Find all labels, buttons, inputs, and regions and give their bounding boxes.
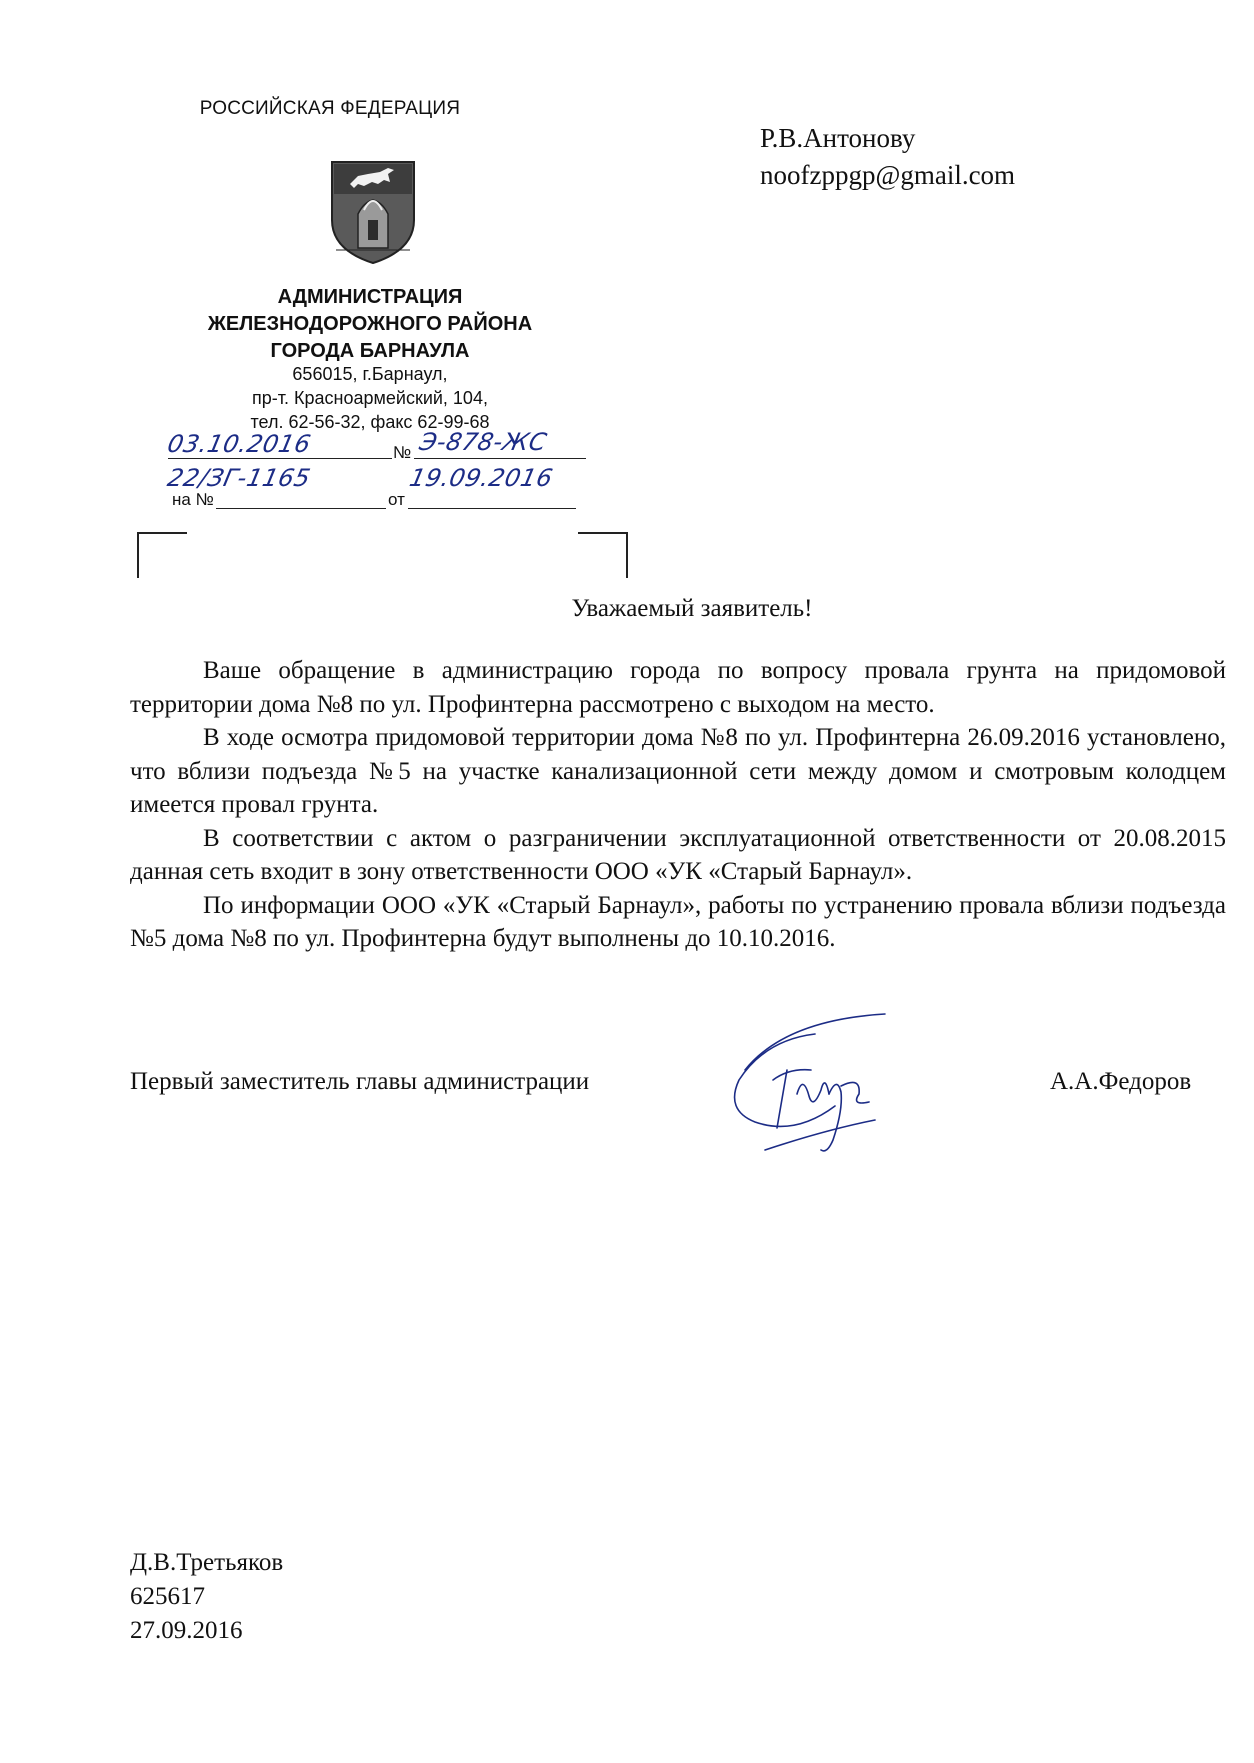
letter-body — [130, 654, 1226, 956]
executor-block — [130, 1546, 283, 1648]
in-reply-number: 22/ЗГ-1165 — [165, 464, 314, 492]
recipient-email: noofzppgp@gmail.com — [760, 160, 1016, 190]
window-corner-right — [578, 532, 628, 578]
in-reply-date: 19.09.2016 — [407, 464, 556, 492]
number-label: № — [393, 443, 412, 462]
address-line: тел. 62-56-32, факс 62-99-68 — [250, 412, 490, 432]
number-underline — [414, 458, 586, 459]
window-corner-left — [137, 532, 187, 578]
body-paragraph: По информации ООО «УК «Старый Барнаул», работы по устранению провала вблизи подъезда №5 дома №8 по ул. Профинтерна будут выполнены до 10.10.2016. — [130, 891, 1226, 952]
registration-date: 03.10.2016 — [165, 430, 314, 458]
in-reply-underline — [216, 508, 386, 509]
body-paragraph: В соответствии с актом о разграничении эксплуатационной ответственности от 20.08.2015 данная сеть входит в зону ответственности ООО «УК «Старый Барнаул». — [130, 824, 1226, 885]
recipient-name: Р.В.Антонову — [760, 123, 916, 153]
in-reply-label: на № — [172, 490, 214, 509]
handwritten-signature — [725, 1010, 905, 1160]
from-label: от — [388, 490, 405, 509]
country-heading: РОССИЙСКАЯ ФЕДЕРАЦИЯ — [199, 98, 461, 119]
executor-name: Д.В.Третьяков — [130, 1549, 284, 1576]
from-underline — [408, 508, 576, 509]
organization-name — [170, 284, 570, 365]
signatory-title: Первый заместитель главы администрации — [130, 1068, 590, 1095]
executor-date: 27.09.2016 — [130, 1617, 243, 1644]
org-line: ГОРОДА БАРНАУЛА — [270, 340, 470, 362]
org-line: АДМИНИСТРАЦИЯ — [277, 286, 463, 308]
greeting: Уважаемый заявитель! — [571, 595, 813, 622]
organization-address — [170, 362, 570, 434]
org-line: ЖЕЛЕЗНОДОРОЖНОГО РАЙОНА — [207, 313, 533, 335]
address-line: 656015, г.Барнаул, — [292, 364, 448, 384]
executor-phone: 625617 — [130, 1583, 205, 1610]
address-line: пр-т. Красноармейский, 104, — [252, 388, 488, 408]
body-paragraph: В ходе осмотра придомовой территории дома №8 по ул. Профинтерна 26.09.2016 установлено, что вблизи подъезда №5 на участке канализационной сети между домом и смотровым колодцем имеется провал грунта. — [130, 724, 1226, 818]
signatory-name: А.А.Федоров — [1050, 1068, 1192, 1095]
recipient-block — [760, 120, 1015, 194]
body-paragraph: Ваше обращение в администрацию города по вопросу провала грунта на придомовой территории дома №8 по ул. Профинтерна рассмотрено с выходом на место. — [130, 657, 1226, 718]
registration-number: Э-878-ЖС — [417, 428, 550, 456]
barnaul-coat-of-arms-icon — [328, 158, 418, 266]
date-underline — [168, 458, 392, 459]
